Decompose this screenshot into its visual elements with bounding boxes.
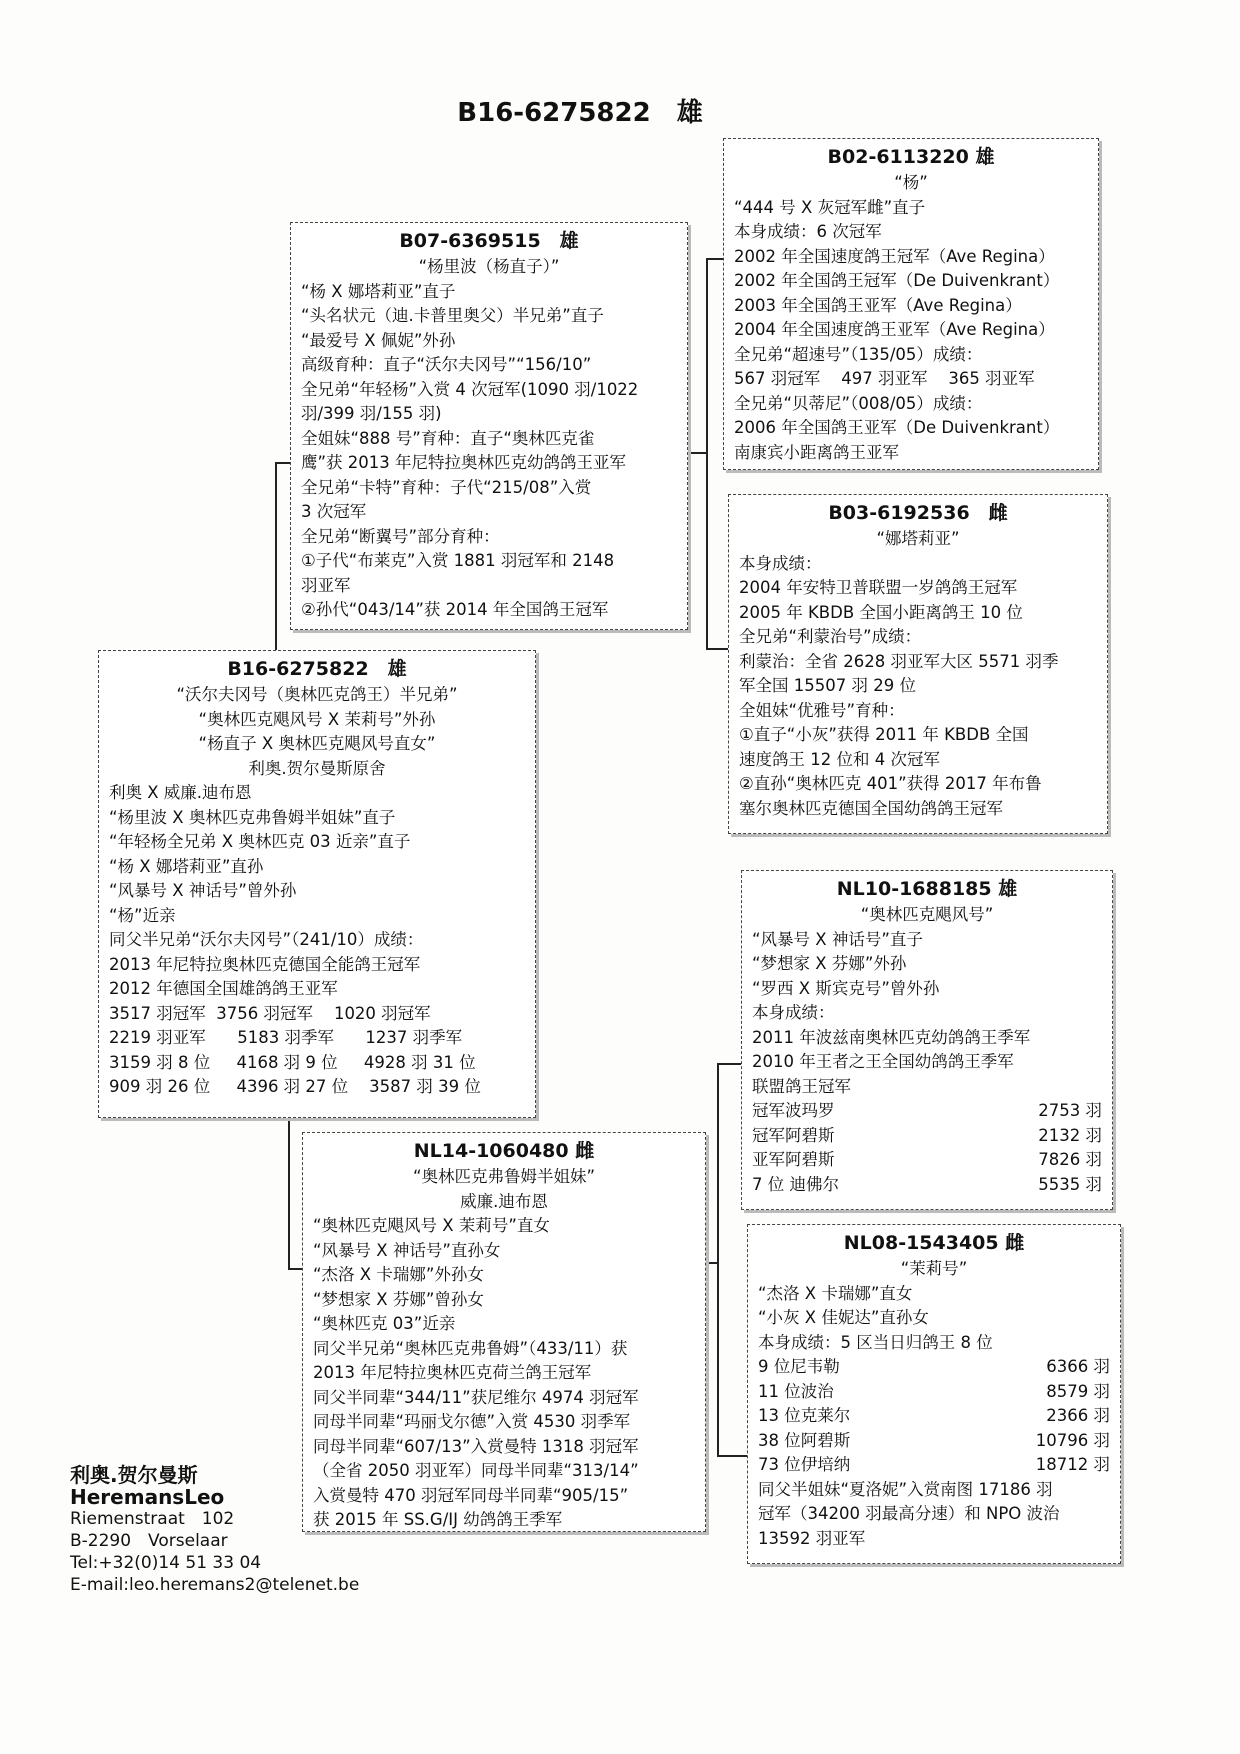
- sire-ring: B07-6369515 雄: [399, 230, 579, 252]
- address-street: Riemenstraat 102: [70, 1509, 235, 1529]
- result-birds: 2366 羽: [1046, 1406, 1110, 1425]
- dam-dam-name: “茉莉号”: [900, 1259, 968, 1278]
- dam-line: “风暴号 X 神话号”直孙女: [313, 1240, 501, 1260]
- sire-line: 羽/399 羽/155 羽): [301, 404, 442, 423]
- sire-card: [290, 222, 688, 630]
- dam-dam-ring: NL08-1543405 雌: [843, 1232, 1025, 1254]
- connector-line: [717, 1063, 719, 1456]
- dam-line: 同父半同辈“344/11”获尼维尔 4974 羽冠军: [313, 1387, 639, 1407]
- connector-line: [705, 1262, 719, 1264]
- result-row: [758, 1453, 1110, 1478]
- connector-line: [288, 1118, 290, 1268]
- dam-line: 2013 年尼特拉奥林匹克荷兰鸽王冠军: [313, 1363, 592, 1382]
- sire-line: 鹰”获 2013 年尼特拉奥林匹克幼鸽鸽王亚军: [301, 453, 627, 472]
- sire-line: ①子代“布莱克”入赏 1881 羽冠军和 2148: [301, 551, 615, 570]
- result-row: [758, 1355, 1110, 1380]
- connector-line: [717, 1455, 747, 1457]
- dam-sire-line: 联盟鸽王冠军: [752, 1076, 851, 1096]
- sire-line: 全兄弟“断翼号”部分育种：: [301, 526, 500, 546]
- sire-dam-name: “娜塔莉亚”: [876, 529, 960, 548]
- connector-line: [275, 462, 290, 464]
- subject-line: 2013 年尼特拉奥林匹克德国全能鸽王冠军: [109, 954, 421, 974]
- sire-dam-line: 2005 年 KBDB 全国小距离鸽王 10 位: [739, 602, 1023, 622]
- dam-ring: NL14-1060480 雌: [413, 1140, 595, 1162]
- sire-dam-line: ②直孙“奥林匹克 401”获得 2017 年布鲁: [739, 774, 1042, 793]
- sire-line: “最爱号 X 佩妮”外孙: [301, 330, 456, 350]
- dam-dam-card: [747, 1224, 1121, 1564]
- page-title: B16-6275822 雄: [457, 98, 703, 128]
- result-birds: 7826 羽: [1038, 1150, 1102, 1169]
- sire-sire-line: 本身成绩：6 次冠军: [734, 222, 882, 241]
- sire-dam-card: [728, 494, 1108, 834]
- subject-line: 909 羽 26 位 4396 羽 27 位 3587 羽 39 位: [109, 1077, 481, 1096]
- connector-line: [717, 1063, 741, 1065]
- sire-line: 全兄弟“年轻杨”入赏 4 次冠军(1090 羽/1022: [301, 379, 639, 399]
- contact-block: [70, 1464, 359, 1596]
- dam-dam-line: “杰洛 X 卡瑞娜”直女: [758, 1283, 913, 1303]
- result-row: [752, 1099, 1102, 1124]
- dam-dam-line: 冠军（34200 羽最高分速）和 NPO 波治: [758, 1504, 1060, 1523]
- sire-sire-ring: B02-6113220 雄: [827, 146, 995, 168]
- sire-sire-line: “444 号 X 灰冠军雌”直子: [734, 197, 926, 217]
- result-row: [758, 1404, 1110, 1429]
- sire-dam-ring: B03-6192536 雌: [828, 502, 1008, 524]
- subject-line: 2219 羽亚军 5183 羽季军 1237 羽季军: [109, 1028, 463, 1047]
- dam-sire-line: “梦想家 X 芬娜”外孙: [752, 954, 907, 973]
- dam-name: 威廉.迪布恩: [460, 1191, 548, 1211]
- result-place: 73 位伊培纳: [758, 1455, 851, 1474]
- sire-name: “杨里波（杨直子）”: [418, 257, 560, 276]
- subject-line: “风暴号 X 神话号”曾外孙: [109, 881, 297, 900]
- sire-sire-line: 南康宾小距离鸽王亚军: [734, 442, 899, 462]
- sire-dam-line: 速度鸽王 12 位和 4 次冠军: [739, 749, 940, 769]
- subject-name: “沃尔夫冈号（奥林匹克鸽王）半兄弟”: [176, 685, 458, 704]
- connector-line: [288, 1268, 302, 1270]
- result-place: 13 位克莱尔: [758, 1406, 851, 1425]
- dam-line: 入赏曼特 470 羽冠军同母半同辈“905/15”: [313, 1485, 629, 1505]
- email: E-mail:leo.heremans2@telenet.be: [70, 1575, 360, 1595]
- result-row: [752, 1124, 1102, 1149]
- result-place: 11 位波治: [758, 1381, 834, 1401]
- subject-line: 利奥 X 威廉.迪布恩: [109, 783, 252, 802]
- dam-sire-name: “奥林匹克飓风号”: [860, 905, 994, 924]
- result-place: 9 位尼韦勒: [758, 1357, 840, 1376]
- dam-dam-line: “小灰 X 佳妮达”直孙女: [758, 1308, 929, 1327]
- dam-sire-line: 2010 年王者之王全国幼鸽鸽王季军: [752, 1052, 1014, 1071]
- sire-line: 高级育种：直子“沃尔夫冈号”“156/10”: [301, 355, 592, 374]
- sire-sire-line: 2002 年全国速度鸽王冠军（Ave Regina）: [734, 246, 1055, 266]
- result-place: 7 位 迪佛尔: [752, 1174, 839, 1194]
- sire-sire-line: 567 羽冠军 497 羽亚军 365 羽亚军: [734, 369, 1035, 388]
- breeder-name-en: HeremansLeo: [70, 1485, 225, 1509]
- result-birds: 10796 羽: [1035, 1430, 1110, 1450]
- dam-sire-line: “罗西 X 斯宾克号”曾外孙: [752, 978, 940, 998]
- dam-name: “奥林匹克弗鲁姆半姐妹”: [412, 1167, 596, 1186]
- dam-sire-line: “风暴号 X 神话号”直子: [752, 929, 923, 949]
- subject-line: 3159 羽 8 位 4168 羽 9 位 4928 羽 31 位: [109, 1052, 476, 1072]
- connector-line: [706, 258, 723, 260]
- subject-line: 3517 羽冠军 3756 羽冠军 1020 羽冠军: [109, 1003, 431, 1023]
- dam-sire-ring: NL10-1688185 雄: [836, 878, 1018, 900]
- dam-sire-line: 本身成绩：: [752, 1003, 835, 1022]
- sire-sire-line: 全兄弟“超速号”（135/05）成绩：: [734, 344, 983, 364]
- dam-line: “梦想家 X 芬娜”曾孙女: [313, 1289, 484, 1309]
- sire-dam-line: 本身成绩：: [739, 553, 822, 573]
- sire-sire-name: “杨”: [894, 173, 928, 192]
- result-birds: 8579 羽: [1046, 1381, 1110, 1401]
- sire-sire-line: 2004 年全国速度鸽王亚军（Ave Regina）: [734, 320, 1055, 339]
- sire-dam-line: 全兄弟“利蒙治号”成绩：: [739, 627, 922, 646]
- sire-sire-line: 2003 年全国鸽王亚军（Ave Regina）: [734, 295, 1022, 315]
- result-place: 38 位阿碧斯: [758, 1430, 851, 1450]
- dam-line: 同父半兄弟“奥林匹克弗鲁姆”（433/11）获: [313, 1338, 628, 1358]
- dam-dam-line: 同父半姐妹“夏洛妮”入赏南图 17186 羽: [758, 1479, 1053, 1499]
- sire-line: 全姐妹“888 号”育种：直子“奥林匹克雀: [301, 428, 595, 448]
- sire-dam-line: 塞尔奥林匹克德国全国幼鸽鸽王冠军: [739, 798, 1003, 818]
- dam-card: [302, 1132, 706, 1532]
- sire-sire-line: 全兄弟“贝蒂尼”（008/05）成绩：: [734, 393, 983, 413]
- result-place: 冠军阿碧斯: [752, 1125, 835, 1145]
- connector-line: [706, 648, 728, 650]
- subject-line: “杨里波 X 奥林匹克弗鲁姆半姐妹”直子: [109, 807, 396, 827]
- dam-line: 同母半同辈“玛丽戈尔德”入赏 4530 羽季军: [313, 1412, 631, 1431]
- result-birds: 2753 羽: [1038, 1101, 1102, 1120]
- sire-sire-line: 2002 年全国鸽王冠军（De Duivenkrant）: [734, 271, 1060, 290]
- connector-line: [690, 452, 708, 454]
- dam-sire-card: [741, 870, 1113, 1210]
- dam-line: “奥林匹克 03”近亲: [313, 1314, 456, 1333]
- result-row: [752, 1173, 1102, 1198]
- subject-card: [98, 650, 536, 1118]
- subject-line: “杨 X 娜塔莉亚”直孙: [109, 856, 264, 876]
- subject-name: “奥林匹克飓风号 X 茉莉号”外孙: [198, 709, 436, 729]
- sire-line: 羽亚军: [301, 575, 351, 595]
- sire-line: ②孙代“043/14”获 2014 年全国鸽王冠军: [301, 600, 609, 619]
- sire-dam-line: ①直子“小灰”获得 2011 年 KBDB 全国: [739, 725, 1029, 744]
- subject-name: “杨直子 X 奥林匹克飓风号直女”: [198, 734, 436, 753]
- sire-dam-line: 利蒙治：全省 2628 羽亚军大区 5571 羽季: [739, 651, 1059, 671]
- dam-line: 同母半同辈“607/13”入赏曼特 1318 羽冠军: [313, 1436, 639, 1456]
- result-row: [758, 1380, 1110, 1405]
- sire-line: 3 次冠军: [301, 502, 367, 521]
- subject-line: “年轻杨全兄弟 X 奥林匹克 03 近亲”直子: [109, 832, 411, 851]
- result-birds: 18712 羽: [1035, 1455, 1110, 1474]
- sire-line: 全兄弟“卡特”育种：子代“215/08”入赏: [301, 477, 592, 497]
- connector-line: [706, 258, 708, 650]
- dam-line: （全省 2050 羽亚军）同母半同辈“313/14”: [313, 1461, 639, 1480]
- breeder-name-cn: 利奥.贺尔曼斯: [70, 1463, 198, 1487]
- dam-sire-line: 2011 年波兹南奥林匹克幼鸽鸽王季军: [752, 1027, 1031, 1047]
- dam-dam-line: 13592 羽亚军: [758, 1528, 866, 1548]
- dam-line: “杰洛 X 卡瑞娜”外孙女: [313, 1265, 484, 1284]
- subject-line: “杨”近亲: [109, 905, 176, 925]
- subject-ring: B16-6275822 雄: [227, 658, 407, 680]
- result-row: [752, 1148, 1102, 1173]
- result-place: 亚军阿碧斯: [752, 1150, 835, 1169]
- sire-sire-card: [723, 138, 1099, 470]
- result-birds: 6366 羽: [1046, 1357, 1110, 1376]
- connector-line: [275, 462, 277, 650]
- sire-dam-line: 全姐妹“优雅号”育种：: [739, 700, 905, 720]
- result-birds: 2132 羽: [1038, 1125, 1102, 1145]
- subject-line: 2012 年德国全国雄鸽鸽王亚军: [109, 979, 338, 998]
- result-place: 冠军波玛罗: [752, 1101, 835, 1120]
- result-row: [758, 1429, 1110, 1454]
- sire-sire-line: 2006 年全国鸽王亚军（De Duivenkrant）: [734, 418, 1060, 437]
- dam-line: “奥林匹克飓风号 X 茉莉号”直女: [313, 1216, 550, 1235]
- sire-line: “头名状元（迪.卡普里奥父）半兄弟”直子: [301, 306, 604, 325]
- dam-line: 获 2015 年 SS.G/IJ 幼鸽鸽王季军: [313, 1510, 563, 1529]
- result-birds: 5535 羽: [1038, 1174, 1102, 1194]
- phone: Tel:+32(0)14 51 33 04: [70, 1553, 262, 1573]
- address-city: B-2290 Vorselaar: [70, 1531, 228, 1551]
- subject-name: 利奥.贺尔曼斯原舍: [248, 758, 386, 778]
- sire-dam-line: 军全国 15507 羽 29 位: [739, 676, 916, 695]
- subject-line: 同父半兄弟“沃尔夫冈号”（241/10）成绩：: [109, 930, 424, 949]
- sire-line: “杨 X 娜塔莉亚”直子: [301, 281, 456, 301]
- sire-dam-line: 2004 年安特卫普联盟一岁鸽鸽王冠军: [739, 578, 1018, 597]
- dam-dam-line: 本身成绩：5 区当日归鸽王 8 位: [758, 1332, 993, 1352]
